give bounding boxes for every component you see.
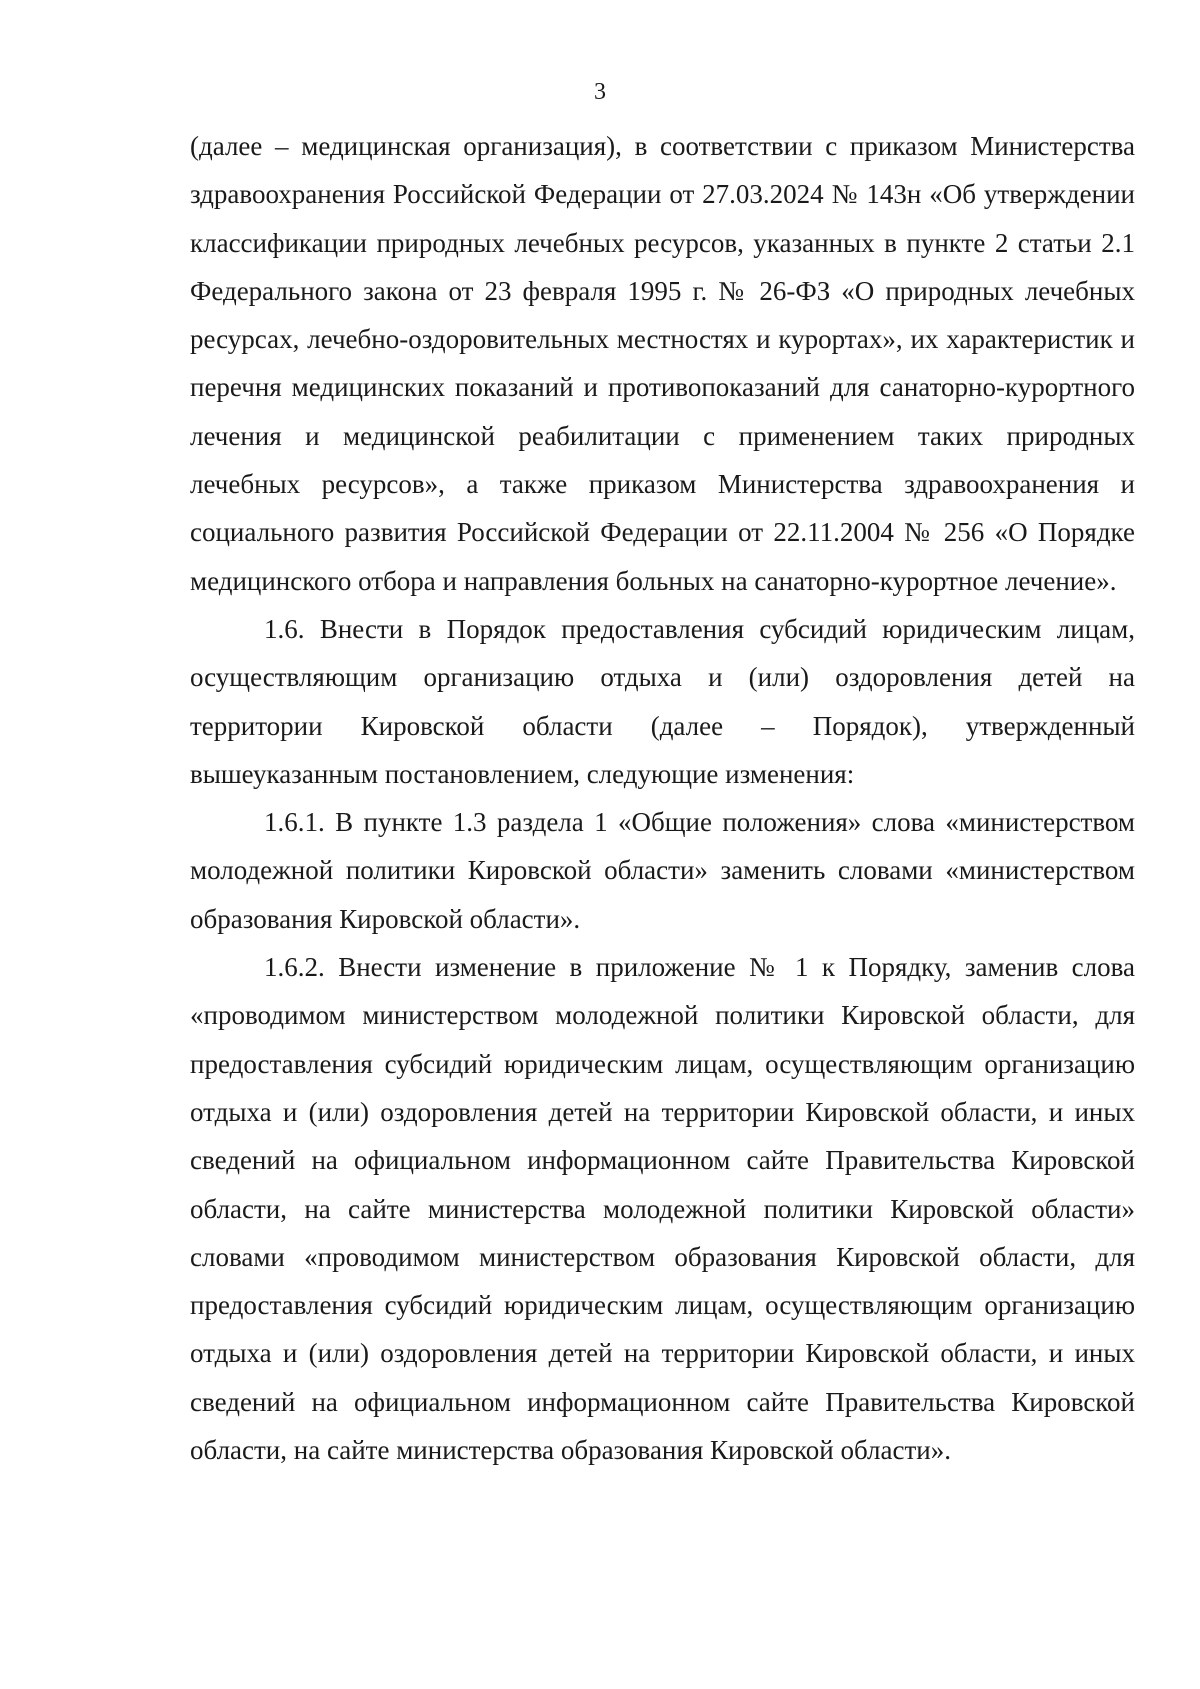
paragraph-1-6-2: 1.6.2. Внести изменение в приложение № 1 к Порядку, заменив слова «проводимом министерством молодежной политики Кировской области, для предоставления субсидий юридическим лицам, осуществляющим организацию отдыха и (или) оздоровления детей на территории Кировской области, и иных сведений на официальном информационном сайте Правительства Кировской области, на сайте министерства молодежной политики Кировской области» словами «проводимом министерством образования Кировской области, для предоставления субсидий юридическим лицам, осуществляющим организацию отдыха и (или) оздоровления детей на территории Кировской области, и иных сведений на официальном информационном сайте Правительства Кировской области, на сайте министерства образования Кировской области». bbox=[190, 952, 1135, 1466]
page-number: 3 bbox=[594, 79, 606, 105]
paragraph-1-6: 1.6. Внести в Порядок предоставления субсидий юридическим лицам, осуществляющим организацию отдыха и (или) оздоровления детей на территории Кировской области (далее – Порядок), утвержденный вышеуказанным постановлением, следующие изменения: bbox=[190, 613, 1135, 789]
paragraph-1-6-1: 1.6.1. В пункте 1.3 раздела 1 «Общие положения» слова «министерством молодежной политики Кировской области» заменить словами «министерством образования Кировской области». bbox=[190, 807, 1135, 934]
document-body bbox=[190, 122, 1135, 1474]
paragraph-continuation: (далее – медицинская организация), в соответствии с приказом Министерства здравоохранения Российской Федерации от 27.03.2024 № 143н «Об утверждении классификации природных лечебных ресурсов, указанных в пункте 2 статьи 2.1 Федерального закона от 23 февраля 1995 г. № 26-ФЗ «О природных лечебных ресурсах, лечебно-оздоровительных местностях и курортах», их характеристик и перечня медицинских показаний и противопоказаний для санаторно-курортного лечения и медицинской реабилитации с применением таких природных лечебных ресурсов», а также приказом Министерства здравоохранения и социального развития Российской Федерации от 22.11.2004 № 256 «О Порядке медицинского отбора и направления больных на санаторно-курортное лечение». bbox=[190, 131, 1135, 596]
